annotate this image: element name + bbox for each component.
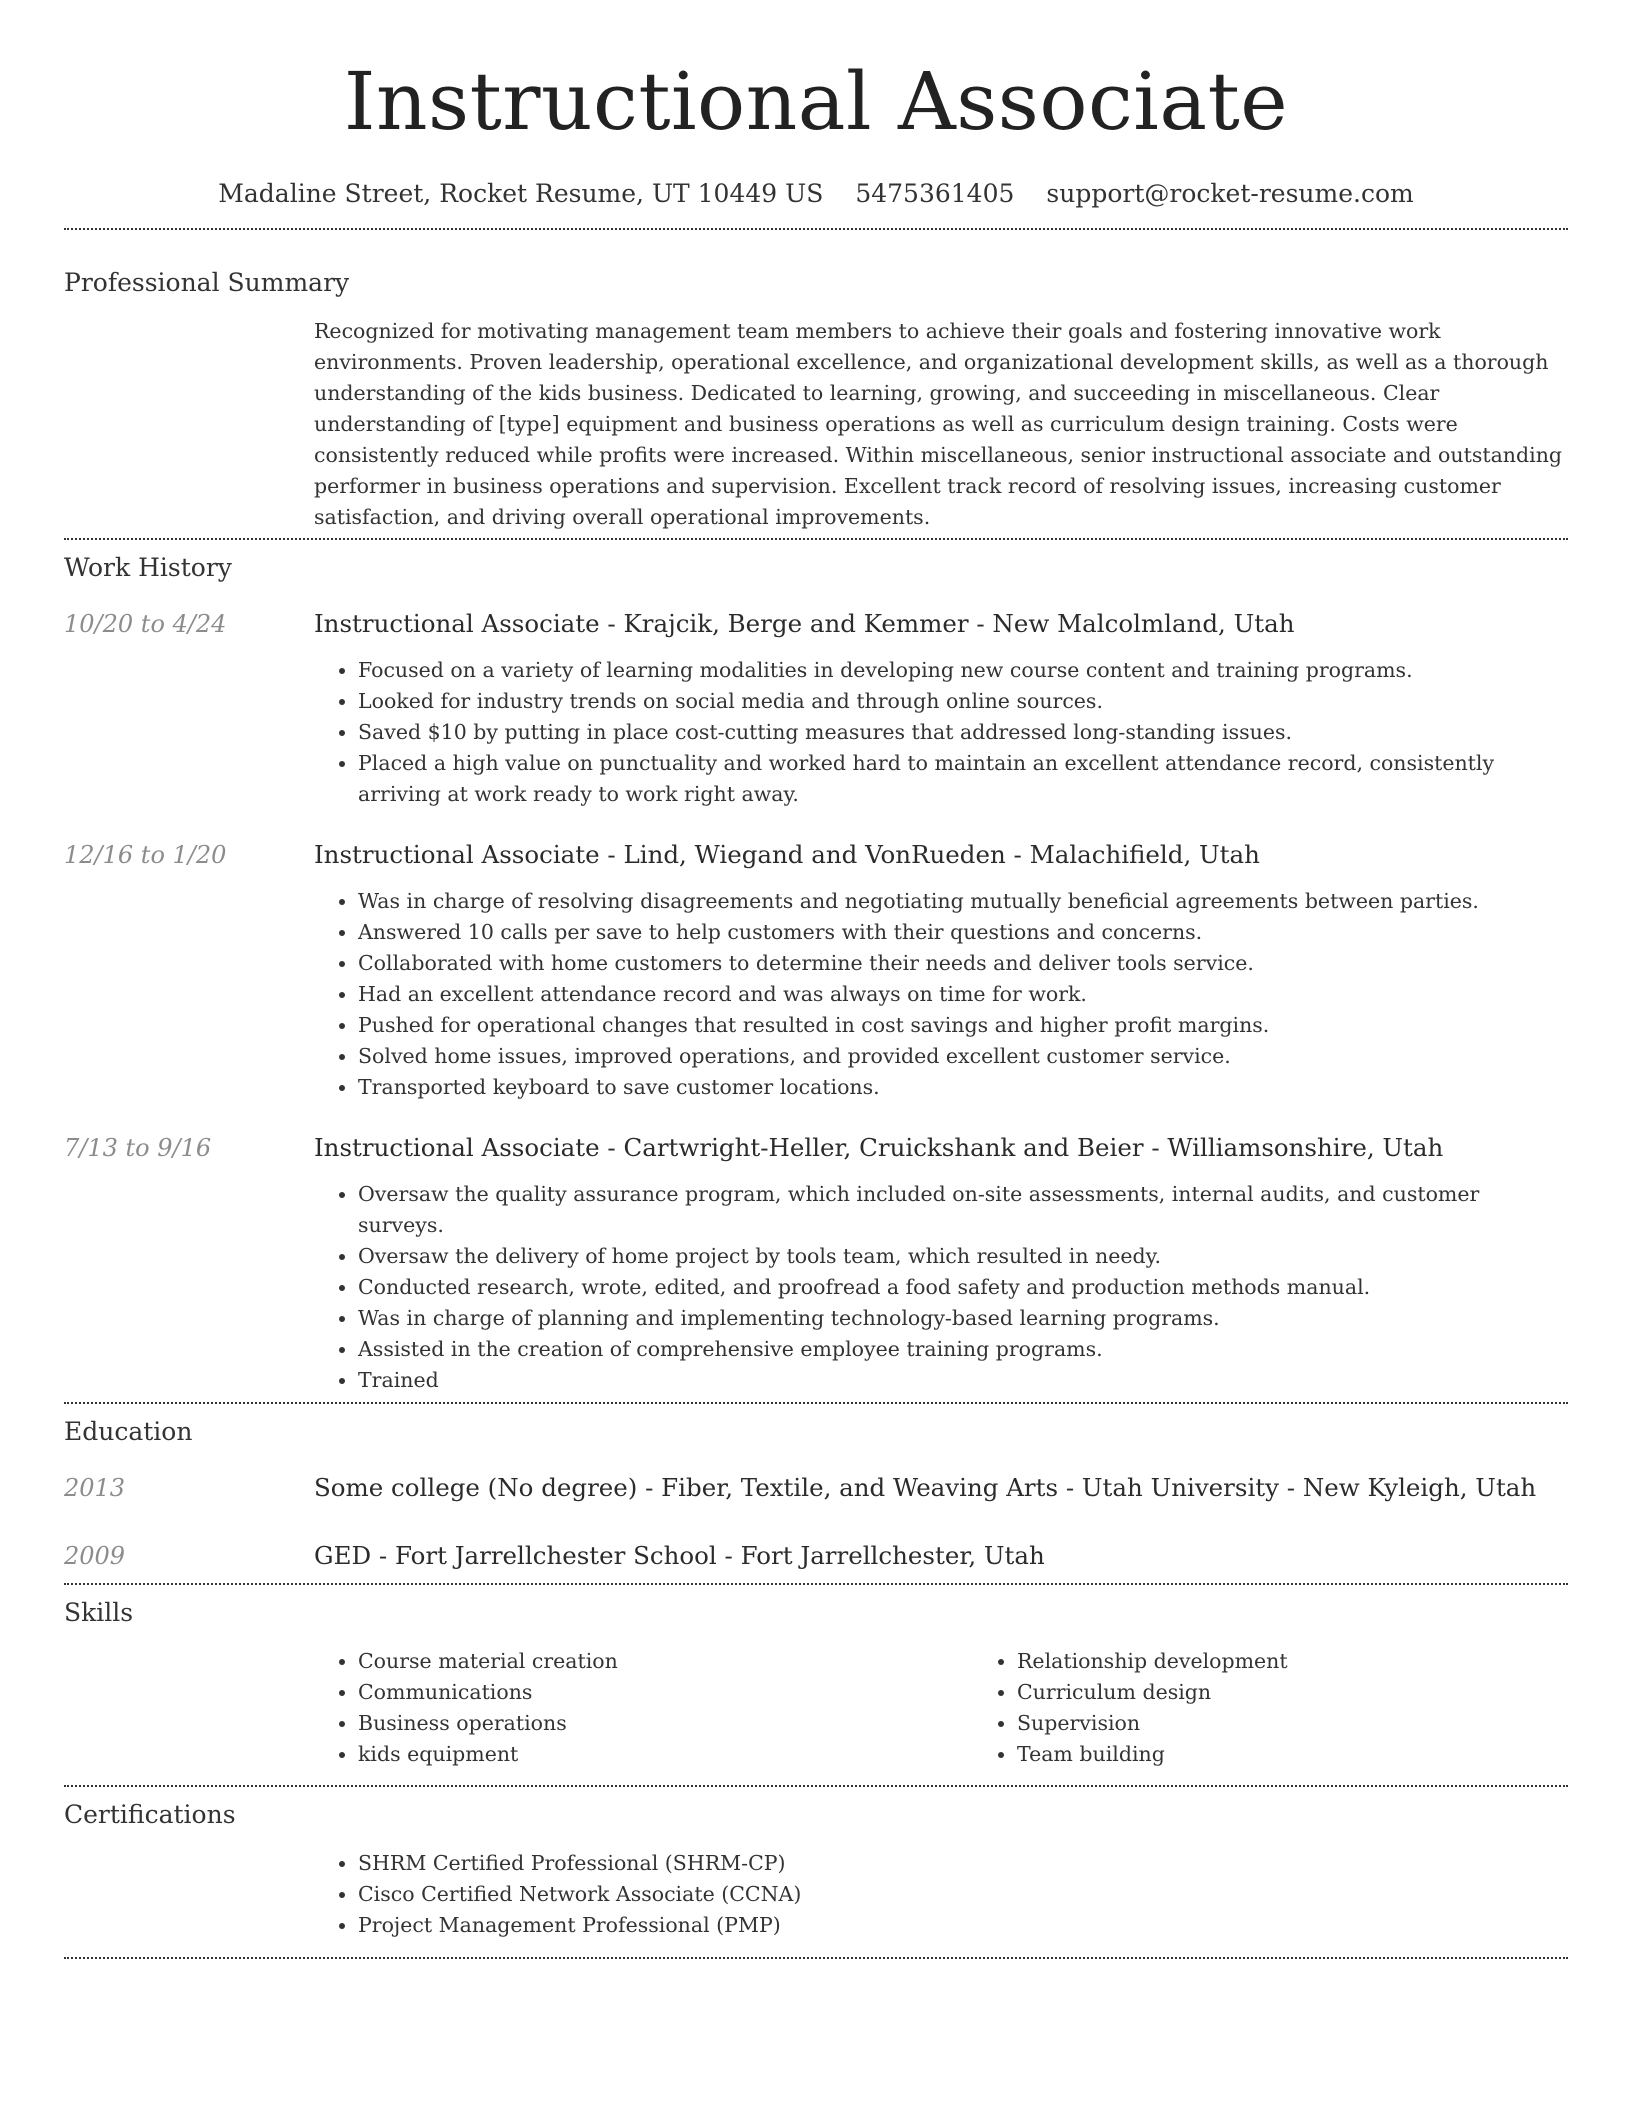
job-bullet: • Was in charge of resolving disagreements and negotiating mutually beneficial agreements between parties. [358, 886, 1568, 917]
section-divider [64, 1785, 1568, 1787]
job-bullet: • Pushed for operational changes that resulted in cost savings and higher profit margins. [358, 1010, 1568, 1041]
skill-item: • Course material creation [358, 1646, 973, 1677]
job-bullet: • Looked for industry trends on social media and through online sources. [358, 686, 1568, 717]
job-bullet: • Placed a high value on punctuality and worked hard to maintain an excellent attendance record, consistently arriving at work ready to work right away. [358, 748, 1568, 810]
job-dates: 10/20 to 4/24 [64, 610, 227, 638]
certifications-section [64, 1799, 1568, 1941]
job-bullet: • Collaborated with home customers to determine their needs and deliver tools service. [358, 948, 1568, 979]
skills-title: Skills [64, 1598, 134, 1627]
job-bullet: • Oversaw the quality assurance program, which included on-site assessments, internal audits, and customer surveys. [358, 1179, 1568, 1241]
contact-phone: 5475361405 [855, 179, 1015, 208]
job-bullet: • Was in charge of planning and implementing technology-based learning programs. [358, 1303, 1568, 1334]
job-entry [64, 838, 1568, 1103]
skill-item: • Communications [358, 1677, 973, 1708]
certification-item: • Cisco Certified Network Associate (CCNA) [358, 1879, 1568, 1910]
job-bullets [314, 886, 1568, 1103]
skills-list-left [314, 1646, 973, 1770]
resume-name: Instructional Associate [343, 55, 1289, 148]
contact-address: Madaline Street, Rocket Resume, UT 10449 US [218, 179, 824, 208]
education-section [64, 1416, 1568, 1573]
skill-item: • Business operations [358, 1708, 973, 1739]
job-bullets [314, 1179, 1568, 1396]
job-bullet: • Solved home issues, improved operations, and provided excellent customer service. [358, 1041, 1568, 1072]
contact-line [64, 178, 1568, 210]
skill-item: • Supervision [1017, 1708, 1632, 1739]
education-entry [64, 1471, 1568, 1505]
job-bullet: • Saved $10 by putting in place cost-cutting measures that addressed long-standing issues. [358, 717, 1568, 748]
summary-spacer [64, 316, 314, 533]
education-text: Some college (No degree) - Fiber, Textile, and Weaving Arts - Utah University - New Kyleigh, Utah [314, 1473, 1537, 1502]
job-bullet: • Assisted in the creation of comprehensive employee training programs. [358, 1334, 1568, 1365]
job-bullets [314, 655, 1568, 810]
skill-item: • Team building [1017, 1739, 1632, 1770]
resume-page [64, 0, 1568, 1959]
job-entry [64, 607, 1568, 810]
education-entry [64, 1539, 1568, 1573]
job-bullet: • Conducted research, wrote, edited, and proofread a food safety and production methods manual. [358, 1272, 1568, 1303]
education-year: 2009 [64, 1542, 126, 1570]
section-divider [64, 1402, 1568, 1404]
certification-item: • Project Management Professional (PMP) [358, 1910, 1568, 1941]
job-bullet: • Answered 10 calls per save to help customers with their questions and concerns. [358, 917, 1568, 948]
education-title: Education [64, 1417, 193, 1446]
job-bullet: • Transported keyboard to save customer locations. [358, 1072, 1568, 1103]
job-bullet: • Trained [358, 1365, 1568, 1396]
skills-section [64, 1597, 1568, 1770]
certifications-list [314, 1848, 1568, 1941]
skills-spacer [64, 1646, 314, 1770]
certification-item: • SHRM Certified Professional (SHRM-CP) [358, 1848, 1568, 1879]
section-divider [64, 538, 1568, 540]
section-divider [64, 228, 1568, 230]
section-divider [64, 1957, 1568, 1959]
work-history-section [64, 552, 1568, 1396]
summary-section [64, 267, 1568, 533]
job-dates: 7/13 to 9/16 [64, 1134, 212, 1162]
skill-item: • kids equipment [358, 1739, 973, 1770]
skill-item: • Relationship development [1017, 1646, 1632, 1677]
education-year: 2013 [64, 1474, 126, 1502]
work-history-title: Work History [64, 553, 232, 582]
job-bullet: • Oversaw the delivery of home project by tools team, which resulted in needy. [358, 1241, 1568, 1272]
job-dates: 12/16 to 1/20 [64, 841, 227, 869]
certifications-spacer [64, 1848, 314, 1941]
job-entry [64, 1131, 1568, 1396]
job-heading: Instructional Associate - Cartwright-Heller, Cruickshank and Beier - Williamsonshire, Utah [314, 1133, 1444, 1162]
job-heading: Instructional Associate - Krajcik, Berge and Kemmer - New Malcolmland, Utah [314, 609, 1295, 638]
job-bullet: • Had an excellent attendance record and was always on time for work. [358, 979, 1568, 1010]
education-text: GED - Fort Jarrellchester School - Fort Jarrellchester, Utah [314, 1541, 1045, 1570]
summary-title: Professional Summary [64, 268, 350, 297]
summary-text: Recognized for motivating management team members to achieve their goals and fostering innovative work environments. Proven leadership, operational excellence, and organizational development skills, as well as a thorough understanding of the kids business. Dedicated to learning, growing, and succeeding in miscellaneous. Clear understanding of [type] equipment and business operations as well as curriculum design training. Costs were consistently reduced while profits were increased. Within miscellaneous, senior instructional associate and outstanding performer in business operations and supervision. Excellent track record of resolving issues, increasing customer satisfaction, and driving overall operational improvements. [314, 319, 1563, 529]
skills-list-right [973, 1646, 1632, 1770]
certifications-title: Certifications [64, 1800, 236, 1829]
contact-email: support@rocket-resume.com [1046, 179, 1414, 208]
section-divider [64, 1583, 1568, 1585]
skill-item: • Curriculum design [1017, 1677, 1632, 1708]
job-bullet: • Focused on a variety of learning modalities in developing new course content and training programs. [358, 655, 1568, 686]
job-heading: Instructional Associate - Lind, Wiegand and VonRueden - Malachifield, Utah [314, 840, 1260, 869]
